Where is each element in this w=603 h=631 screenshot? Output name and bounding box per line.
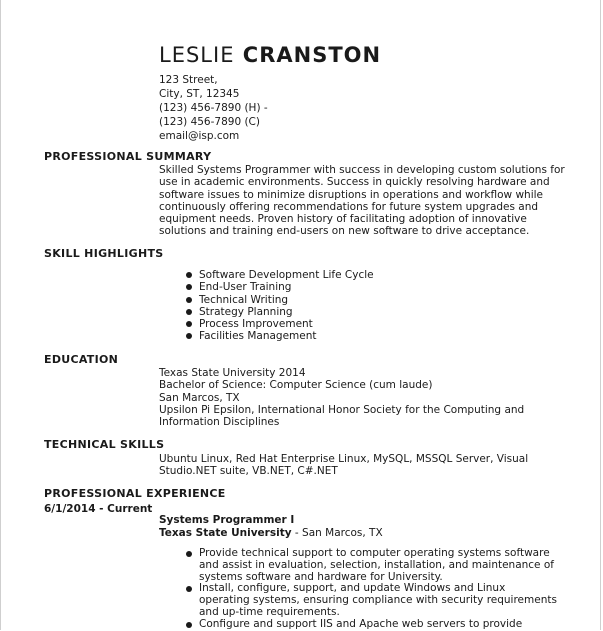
skill-item (185, 318, 374, 330)
bullet-icon (186, 284, 192, 290)
contact-cell-phone: (123) 456-7890 (C) (159, 116, 260, 128)
section-title-experience: PROFESSIONAL EXPERIENCE (44, 487, 226, 500)
duty-line: Configure and support IIS and Apache web servers to provide (199, 617, 523, 630)
skill-item (185, 294, 374, 306)
section-title-skills: SKILL HIGHLIGHTS (44, 247, 164, 260)
technical-line: Ubuntu Linux, Red Hat Enterprise Linux, MySQL, MSSQL Server, Visual (159, 453, 529, 465)
duty-line: Provide technical support to computer operating systems software (199, 547, 550, 559)
company-name: Texas State University (159, 527, 292, 539)
skill-item (185, 269, 374, 281)
job-duties (185, 548, 557, 631)
bullet-icon (186, 551, 192, 557)
job-company (159, 527, 383, 539)
summary-line: continuously offering recommendations for future system upgrades and (159, 200, 539, 213)
contact-info (159, 73, 268, 143)
summary-line: solutions and training end-users on new software to drive acceptance. (159, 225, 530, 238)
skill-item (185, 281, 374, 293)
skill-item (185, 330, 374, 342)
education-line: Texas State University 2014 (159, 367, 306, 379)
technical-line: Studio.NET suite, VB.NET, C#.NET (159, 465, 338, 478)
duty-line: operating systems, ensuring compliance with security requirements (199, 594, 557, 607)
job-title: Systems Programmer I (159, 514, 295, 526)
skill-label: Software Development Life Cycle (199, 269, 374, 281)
section-title-education: EDUCATION (44, 353, 119, 366)
duty-item (185, 619, 557, 631)
duty-line: Install, configure, support, and update Windows and Linux (199, 582, 506, 595)
summary-line: software issues to minimize disruptions in operations and workflow while (159, 188, 544, 201)
skill-label: Strategy Planning (199, 305, 293, 318)
bullet-icon (186, 309, 192, 315)
education-line: Bachelor of Science: Computer Science (cum laude) (159, 379, 433, 392)
technical-text (159, 453, 564, 478)
bullet-icon (186, 297, 192, 303)
skill-list (185, 269, 374, 343)
last-name: CRANSTON (242, 43, 382, 67)
job-location: - San Marcos, TX (291, 527, 383, 539)
summary-line: Skilled Systems Programmer with success in developing custom solutions for (159, 164, 565, 176)
contact-home-phone: (123) 456-7890 (H) - (159, 102, 268, 114)
skill-label: End-User Training (199, 281, 292, 294)
summary-text (159, 164, 564, 238)
first-name: LESLIE (159, 43, 235, 67)
education-text (159, 367, 564, 428)
education-line: Upsilon Pi Epsilon, International Honor Society for the Computing and (159, 403, 525, 416)
contact-city: City, ST, 12345 (159, 88, 240, 100)
duty-line: and assist in evaluation, selection, installation, and maintenance of (199, 558, 554, 571)
duty-line: systems software and hardware for University. (199, 570, 443, 583)
job-date: 6/1/2014 - Current (44, 503, 153, 515)
skill-item (185, 306, 374, 318)
bullet-icon (186, 272, 192, 278)
skill-label: Technical Writing (199, 293, 289, 306)
duty-item (185, 583, 557, 618)
contact-email: email@isp.com (159, 130, 240, 142)
resume-name (159, 42, 381, 68)
section-title-technical: TECHNICAL SKILLS (44, 438, 165, 451)
skill-label: Process Improvement (199, 318, 313, 331)
summary-line: use in academic environments. Success in quickly resolving hardware and (159, 176, 550, 189)
bullet-icon (186, 586, 192, 592)
skill-label: Facilities Management (199, 330, 317, 343)
duty-item (185, 548, 557, 583)
summary-line: equipment needs. Proven history of facilitating adoption of innovative (159, 213, 527, 226)
education-line: San Marcos, TX (159, 391, 240, 404)
bullet-icon (186, 622, 192, 628)
duty-line: and up-time requirements. (199, 605, 340, 618)
bullet-icon (186, 321, 192, 327)
section-title-summary: PROFESSIONAL SUMMARY (44, 150, 212, 163)
education-line: Information Disciplines (159, 416, 280, 429)
bullet-icon (186, 333, 192, 339)
contact-street: 123 Street, (159, 74, 218, 86)
